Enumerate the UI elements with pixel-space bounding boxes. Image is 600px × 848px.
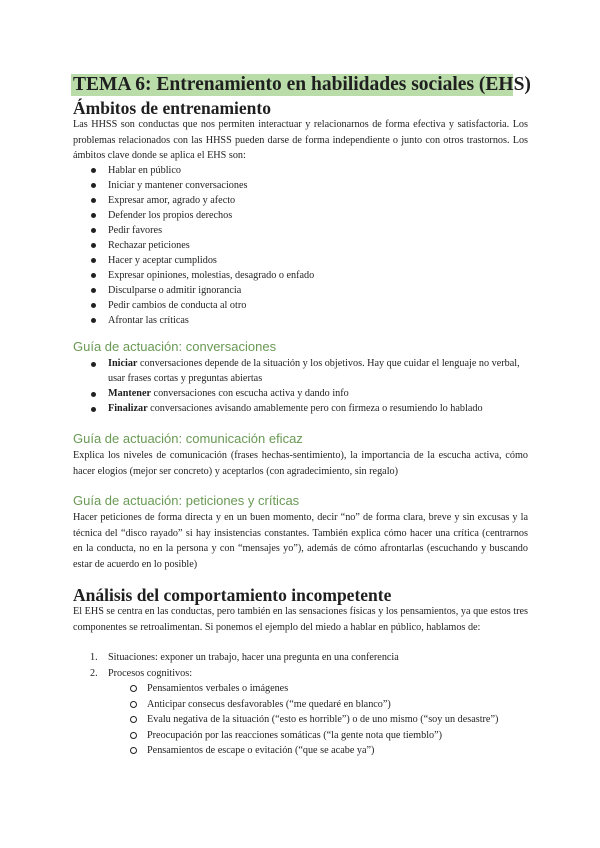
page-title: TEMA 6: Entrenamiento en habilidades sociales (EHS) [73,74,531,95]
section-heading-analisis: Análisis del comportamiento incompetente [73,585,392,605]
bullet-icon [91,392,96,397]
list-item: Expresar opiniones, molestias, desagrado o enfado [91,268,531,283]
bullet-icon [91,183,96,188]
bullet-icon [91,318,96,323]
list-item: Expresar amor, agrado y afecto [91,193,531,208]
bullet-icon [91,213,96,218]
list-item: Hacer y aceptar cumplidos [91,253,531,268]
bullet-icon [91,243,96,248]
section-intro-ambitos: Las HHSS son conductas que nos permiten interactuar y relacionarnos de forma efectiva y satisfactoria. Los problemas relacionados con las HHSS pueden darse de forma independiente o junto con otros trastornos. Los ámbitos clave donde se aplica el EHS son: [73,119,528,161]
bullet-icon [91,288,96,293]
circle-bullet-icon [130,685,137,692]
list-item: Pensamientos verbales o imágenes [130,681,540,697]
list-item: Rechazar peticiones [91,238,531,253]
list-item: Finalizar conversaciones avisando amablemente pero con firmeza o resumiendo lo hablado [91,402,531,417]
list-item: Evalu negativa de la situación (“esto es horrible”) o de uno mismo (“soy un desastre”) [130,712,540,728]
bullet-icon [91,362,96,367]
bullet-icon [91,258,96,263]
list-item: Afrontar las críticas [91,313,531,328]
circle-bullet-icon [130,747,137,754]
subheading-peticiones: Guía de actuación: peticiones y críticas [73,493,300,508]
list-item: Iniciar conversaciones depende de la situación y los objetivos. Hay que cuidar el lenguaje no verbal, usar frases cortas y preguntas abiertas [91,357,531,386]
circle-bullet-icon [130,732,137,739]
bullet-icon [91,303,96,308]
list-item: Pedir favores [91,223,531,238]
bullet-icon [91,228,96,233]
procesos-cognitivos-list [130,681,540,759]
circle-bullet-icon [130,716,137,723]
bullet-icon [91,273,96,278]
comunicacion-text: Explica los niveles de comunicación (frases hechas-sentimiento), la importancia de la escucha activa, cómo hacer elogios (mejor ser concreto) y aceptarlos (con agradecimiento, sin regalo) [73,450,528,477]
list-item: 2. Procesos cognitivos: [90,667,193,679]
bullet-icon [91,407,96,412]
list-item: Iniciar y mantener conversaciones [91,178,531,193]
ambitos-list [91,163,531,328]
list-item: Anticipar consecus desfavorables (“me quedaré en blanco”) [130,697,540,713]
list-item: 1. Situaciones: exponer un trabajo, hacer una pregunta en una conferencia [90,652,399,663]
subheading-comunicacion: Guía de actuación: comunicación eficaz [73,431,303,446]
bullet-icon [91,168,96,173]
circle-bullet-icon [130,701,137,708]
bullet-icon [91,198,96,203]
peticiones-text: Hacer peticiones de forma directa y en un buen momento, decir “no” de forma clara, breve y sin excusas y la técnica del “disco rayado” si hay insistencias constantes. También explica cómo hacer una crítica (centrarnos en la conducta, no en la persona y con “mensajes yo”), además de cómo afrontarlas (escuchando y buscando estar de acuerdo en lo posible) [73,512,528,570]
section-intro-analisis: El EHS se centra en las conductas, pero también en las sensaciones físicas y los pensamientos, ya que estos tres componentes se retroalimentan. Si ponemos el ejemplo del miedo a hablar en público, hablamos de: [73,606,528,633]
section-heading-ambitos: Ámbitos de entrenamiento [73,98,271,118]
list-item: Preocupación por las reacciones somáticas (“la gente nota que tiemblo”) [130,728,540,744]
list-item: Mantener conversaciones con escucha activa y dando info [91,387,531,402]
list-item: Pedir cambios de conducta al otro [91,298,531,313]
conversaciones-list [91,357,531,417]
list-item: Pensamientos de escape o evitación (“que se acabe ya”) [130,743,540,759]
list-item: Hablar en público [91,163,531,178]
analisis-numbered-list [90,650,530,681]
list-item: Defender los propios derechos [91,208,531,223]
subheading-conversaciones: Guía de actuación: conversaciones [73,339,277,354]
list-item: Disculparse o admitir ignorancia [91,283,531,298]
